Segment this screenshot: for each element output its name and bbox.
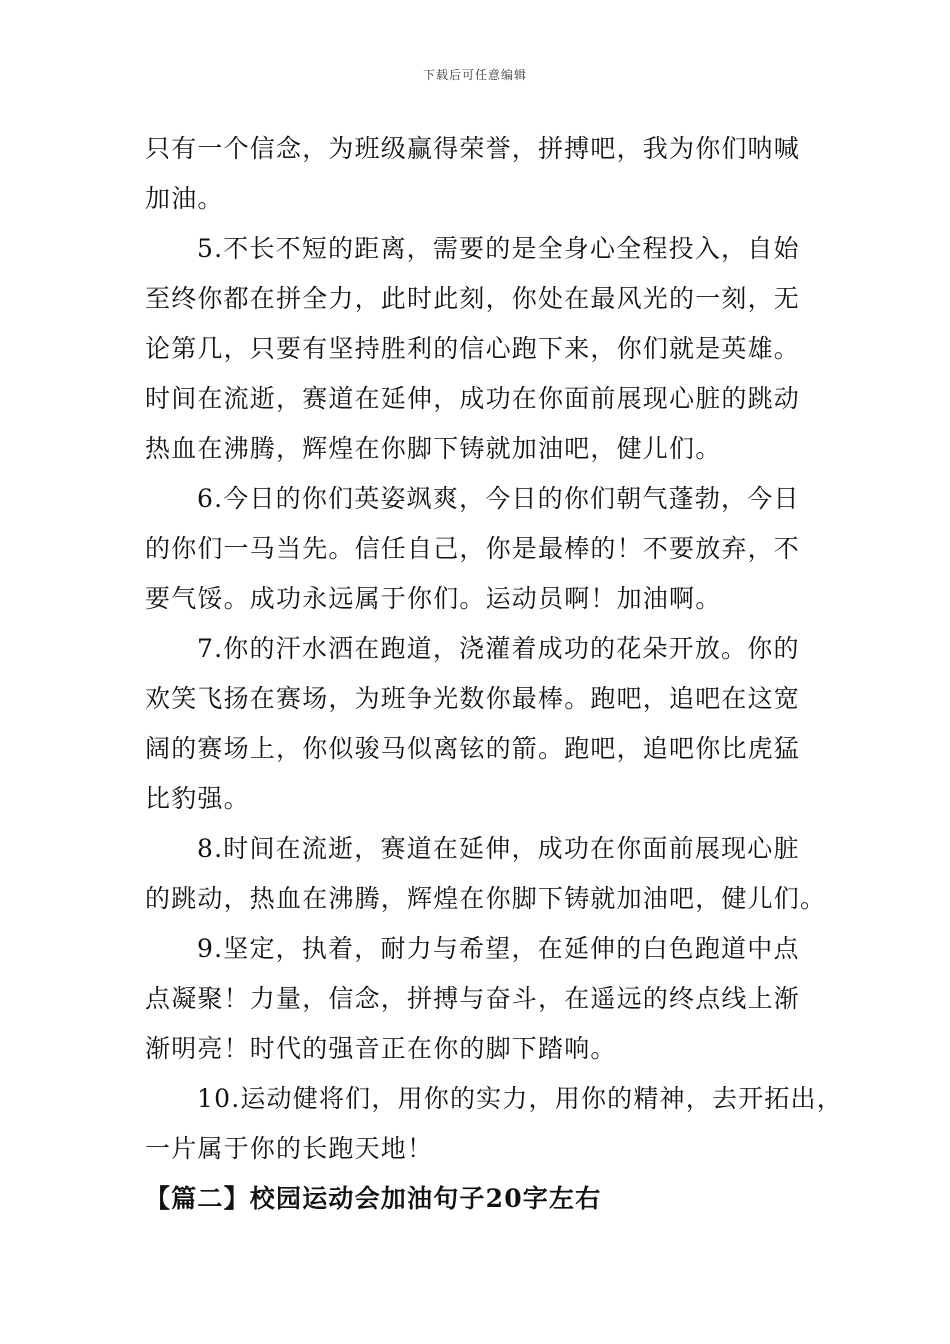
- text-line: 热血在沸腾，辉煌在你脚下铸就加油吧，健儿们。: [145, 434, 722, 463]
- text-line: 渐明亮！时代的强音正在你的脚下踏响。: [145, 1034, 617, 1063]
- paragraph-item-6: [145, 474, 810, 624]
- paragraph-item-10: [145, 1074, 843, 1174]
- header-note: 下载后可任意编辑: [422, 68, 527, 82]
- text-line: 时间在流逝，赛道在延伸，成功在你面前展现心脏的跳动: [145, 384, 801, 413]
- text-line: 至终你都在拼全力，此时此刻，你处在最风光的一刻，无: [145, 284, 801, 313]
- text-line: 要气馁。成功永远属于你们。运动员啊！加油啊。: [145, 584, 722, 613]
- paragraph-continuation: [145, 124, 810, 224]
- text-line: 5.不长不短的距离，需要的是全身心全程投入，自始: [197, 234, 800, 263]
- text-line: 10.运动健将们，用你的实力，用你的精神，去开拓出，: [197, 1084, 843, 1113]
- paragraph-item-7: [145, 624, 810, 824]
- text-line: 欢笑飞扬在赛场，为班争光数你最棒。跑吧，追吧在这宽: [145, 684, 801, 713]
- document-body: [145, 124, 843, 1224]
- text-line: 的你们一马当先。信任自己，你是最棒的！不要放弃，不: [145, 534, 801, 563]
- paragraph-item-8: [145, 824, 827, 924]
- section-heading: 【篇二】校园运动会加油句子20字左右: [145, 1184, 602, 1213]
- text-line: 一片属于你的长跑天地！: [145, 1134, 434, 1163]
- text-line: 论第几，只要有坚持胜利的信心跑下来，你们就是英雄。: [145, 334, 801, 363]
- text-line: 只有一个信念，为班级赢得荣誉，拼搏吧，我为你们呐喊: [145, 134, 801, 163]
- text-line: 8.时间在流逝，赛道在延伸，成功在你面前展现心脏: [197, 834, 800, 863]
- paragraph-item-5: [145, 224, 810, 474]
- paragraph-item-9: [145, 924, 810, 1074]
- text-line: 加油。: [145, 184, 224, 213]
- text-line: 点凝聚！力量，信念，拼搏与奋斗，在遥远的终点线上渐: [145, 984, 801, 1013]
- text-line: 比豹强。: [145, 784, 250, 813]
- text-line: 9.坚定，执着，耐力与希望，在延伸的白色跑道中点: [197, 934, 800, 963]
- text-line: 6.今日的你们英姿飒爽，今日的你们朝气蓬勃，今日: [197, 484, 800, 513]
- text-line: 7.你的汗水洒在跑道，浇灌着成功的花朵开放。你的: [197, 634, 800, 663]
- text-line: 阔的赛场上，你似骏马似离铉的箭。跑吧，追吧你比虎猛: [145, 734, 801, 763]
- text-line: 的跳动，热血在沸腾，辉煌在你脚下铸就加油吧，健儿们。: [145, 884, 827, 913]
